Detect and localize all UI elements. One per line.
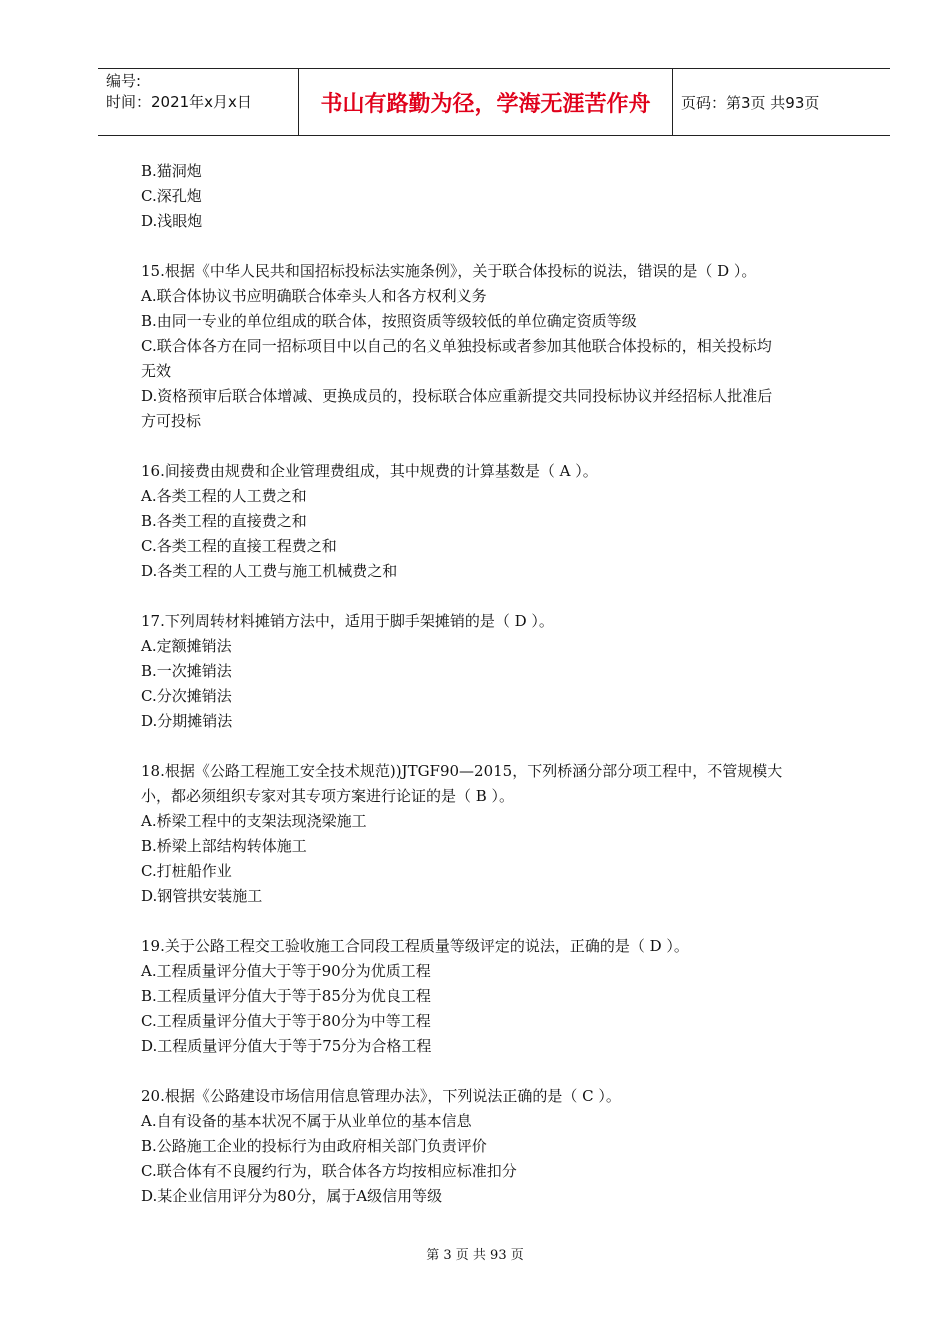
paragraph-gap bbox=[141, 909, 861, 934]
text-line: D.资格预审后联合体增减、更换成员的，投标联合体应重新提交共同投标协议并经招标人批准后 bbox=[141, 387, 773, 405]
text-line: 20.根据《公路建设市场信用信息管理办法》，下列说法正确的是（ C ）。 bbox=[141, 1087, 621, 1105]
paragraph-gap bbox=[141, 434, 861, 459]
text-line: D.钢管拱安装施工 bbox=[141, 887, 263, 905]
text-line: A.自有设备的基本状况不属于从业单位的基本信息 bbox=[141, 1112, 472, 1130]
paragraph-gap bbox=[141, 1059, 861, 1084]
time-label: 时间：2021年x月x日 bbox=[106, 93, 252, 111]
number-label: 编号: bbox=[106, 72, 142, 90]
text-line: B.一次摊销法 bbox=[141, 662, 232, 680]
text-line: D.分期摊销法 bbox=[141, 712, 233, 730]
page-header bbox=[98, 68, 890, 136]
text-line: 方可投标 bbox=[141, 412, 202, 430]
text-line: 19.关于公路工程交工验收施工合同段工程质量等级评定的说法，正确的是（ D ）。 bbox=[141, 937, 689, 955]
text-line: D.浅眼炮 bbox=[141, 212, 203, 230]
text-line: B.猫洞炮 bbox=[141, 162, 202, 180]
header-meta bbox=[98, 69, 299, 135]
text-line: A.联合体协议书应明确联合体牵头人和各方权利义务 bbox=[141, 287, 487, 305]
page-footer: 第 3 页 共 93 页 bbox=[426, 1248, 524, 1263]
text-line: 16.间接费由规费和企业管理费组成，其中规费的计算基数是（ A ）。 bbox=[141, 462, 598, 480]
page-info: 页码：第3页 共93页 bbox=[681, 93, 820, 112]
motto: 书山有路勤为径，学海无涯苦作舟 bbox=[299, 69, 673, 135]
text-line: D.某企业信用评分为80分，属于A级信用等级 bbox=[141, 1187, 443, 1205]
text-line: A.工程质量评分值大于等于90分为优质工程 bbox=[141, 962, 431, 980]
text-line: C.联合体有不良履约行为，联合体各方均按相应标准扣分 bbox=[141, 1162, 517, 1180]
text-line: A.各类工程的人工费之和 bbox=[141, 487, 307, 505]
text-line: C.工程质量评分值大于等于80分为中等工程 bbox=[141, 1012, 431, 1030]
text-line: D.各类工程的人工费与施工机械费之和 bbox=[141, 562, 398, 580]
text-line: B.由同一专业的单位组成的联合体，按照资质等级较低的单位确定资质等级 bbox=[141, 312, 637, 330]
text-line: B.工程质量评分值大于等于85分为优良工程 bbox=[141, 987, 431, 1005]
text-line: C.各类工程的直接工程费之和 bbox=[141, 537, 337, 555]
paragraph-gap bbox=[141, 584, 861, 609]
text-line: 15.根据《中华人民共和国招标投标法实施条例》，关于联合体投标的说法，错误的是（ D ）。 bbox=[141, 262, 757, 280]
text-line: B.公路施工企业的投标行为由政府相关部门负责评价 bbox=[141, 1137, 487, 1155]
text-line: B.各类工程的直接费之和 bbox=[141, 512, 307, 530]
text-line: C.打桩船作业 bbox=[141, 862, 232, 880]
document-body bbox=[141, 159, 861, 1209]
text-line: B.桥梁上部结构转体施工 bbox=[141, 837, 307, 855]
text-line: C.分次摊销法 bbox=[141, 687, 232, 705]
text-line: 17.下列周转材料摊销方法中，适用于脚手架摊销的是（ D ）。 bbox=[141, 612, 554, 630]
text-line: 18.根据《公路工程施工安全技术规范))JTGF90—2015，下列桥涵分部分项工程中，不管规模大 bbox=[141, 762, 783, 780]
paragraph-gap bbox=[141, 234, 861, 259]
text-line: C.联合体各方在同一招标项目中以自己的名义单独投标或者参加其他联合体投标的，相关投标均 bbox=[141, 337, 772, 355]
text-line: 无效 bbox=[141, 362, 172, 380]
text-line: C.深孔炮 bbox=[141, 187, 202, 205]
text-line: 小，都必须组织专家对其专项方案进行论证的是（ B ）。 bbox=[141, 787, 515, 805]
text-line: A.桥梁工程中的支架法现浇梁施工 bbox=[141, 812, 367, 830]
text-line: A.定额摊销法 bbox=[141, 637, 232, 655]
paragraph-gap bbox=[141, 734, 861, 759]
text-line: D.工程质量评分值大于等于75分为合格工程 bbox=[141, 1037, 432, 1055]
